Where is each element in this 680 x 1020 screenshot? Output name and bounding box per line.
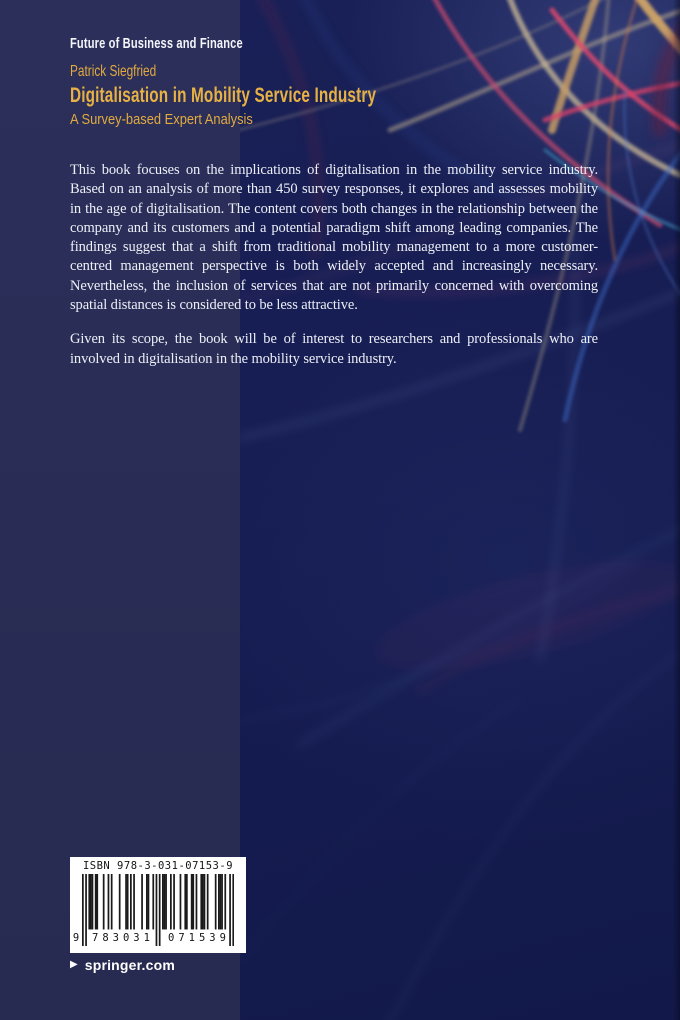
isbn-number-label: ISBN 978-3-031-07153-9 [82, 860, 234, 872]
series-title: Future of Business and Finance [70, 35, 243, 52]
barcode-digit-lead: 9 [72, 932, 80, 944]
barcode-digit-group-1: 783031 [92, 932, 154, 944]
isbn-barcode [70, 857, 246, 953]
arrow-right-icon: ▶ [70, 959, 78, 970]
book-subtitle: A Survey-based Expert Analysis [70, 111, 253, 128]
barcode-digit-group-2: 071539 [168, 932, 230, 944]
author-name: Patrick Siegfried [70, 63, 157, 80]
book-title: Digitalisation in Mobility Service Industry [70, 84, 377, 107]
back-cover-blurb [70, 161, 598, 384]
publisher-url: springer.com [84, 957, 176, 973]
blurb-paragraph-1: This book focuses on the implications of digitalisation in the mobility service industry. Based on an analysis of more than 450 survey responses, it explores and assesses mobility in the age of digitalisation. The content covers both changes in the relationship between the company and its customers and a potential paradigm shift among leading companies. The findings suggest that a shift from traditional mobility management to a more customer-centred management perspective is both widely accepted and increasingly necessary. Nevertheless, the inclusion of services that are not primarily concerned with overcoming spatial distances is considered to be less attractive. [70, 162, 598, 313]
publisher-footer [70, 957, 175, 973]
blurb-paragraph-2: Given its scope, the book will be of interest to researchers and professionals who are involved in digitalisation in the mobility service industry. [70, 331, 598, 367]
